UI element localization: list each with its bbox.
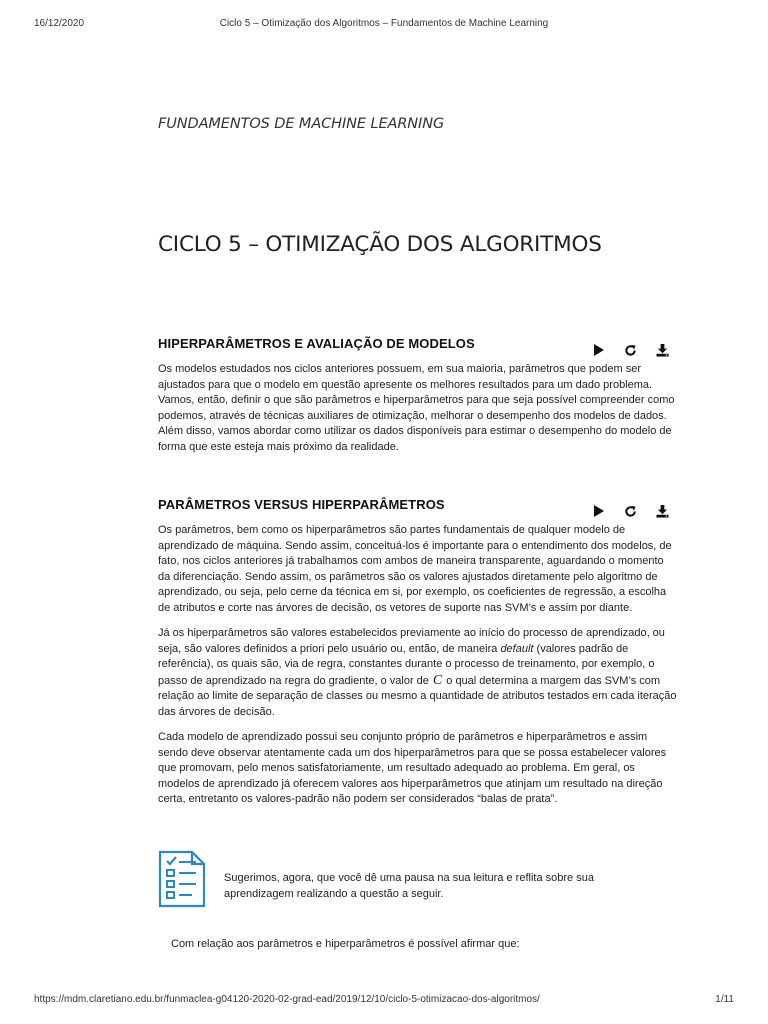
section-hiperparametros	[158, 336, 678, 465]
print-header	[0, 0, 768, 40]
cycle-title: CICLO 5 – OTIMIZAÇÃO DOS ALGORITMOS	[158, 232, 602, 258]
tip-text: Sugerimos, agora, que você dê uma pausa na sua leitura e reflita sobre sua aprendizagem realizando a questão a seguir.	[224, 872, 594, 900]
play-icon	[593, 505, 604, 517]
section-header	[158, 497, 678, 523]
print-url: https://mdm.claretiano.edu.br/funmaclea-g04120-2020-02-grad-ead/2019/12/10/ciclo-5-otimizacao-dos-algoritmos/	[34, 994, 540, 1005]
reload-icon	[624, 505, 637, 518]
section-title: PARÂMETROS VERSUS HIPERPARÂMETROS	[158, 497, 445, 512]
math-variable-c: C	[432, 672, 443, 688]
section-parametros-vs-hiperparametros	[158, 497, 678, 818]
text-run: o qual determina a margem das SVM’s com relação ao limite de separação de classes ou mesmo a quantidade de atributos testados em cada iteração das árvores de decisão.	[158, 674, 677, 718]
download-button[interactable]	[646, 340, 678, 360]
section-paragraph: Os parâmetros, bem como os hiperparâmetros são partes fundamentais de qualquer modelo de aprendizado de máquina. Sendo assim, conceituá-los é importante para o entendimento dos modelos, de fato, nos ciclos anteriores já trabalhamos com ambos de maneira transparente, aguardando o momento da diferenciação. Sendo assim, os parâmetros são os valores ajustados diretamente pelo algoritmo de aprendizado, ou seja, pelo cerne da técnica em si, por exemplo, os coeficientes de regressão, a escolha de atributos e corte nas árvores de decisão, os vetores de suporte nas SVM’s e assim por diante.	[158, 524, 672, 614]
print-footer	[0, 994, 768, 1014]
audio-controls	[582, 340, 678, 360]
play-button[interactable]	[582, 340, 614, 360]
text-run: (valores padrão de referência), os quais são, via de regra, constantes durante o processo de treinamento, por exemplo, o passo de aprendizado na regra do gradiente, o valor de	[158, 642, 655, 687]
play-button[interactable]	[582, 501, 614, 521]
play-icon	[593, 344, 604, 356]
reload-button[interactable]	[614, 340, 646, 360]
checklist-icon	[158, 850, 206, 908]
print-date: 16/12/2020	[34, 18, 85, 29]
section-header	[158, 336, 678, 362]
page-number: 1/11	[715, 994, 734, 1005]
section-paragraph: Cada modelo de aprendizado possui seu conjunto próprio de parâmetros e hiperparâmetros e assim sendo deve observar atentamente cada um dos hiperparâmetros para que se possa estabelecer valores que promovam, pelo menos satisfatoriamente, um resultado adequado ao problema. Em geral, os modelos de aprendizado já oferecem valores aos hiperparâmetros que atinjam um resultado na direção certa, entretanto os valores-padrão não podem ser considerados “balas de prata”.	[158, 731, 667, 805]
section-paragraph-hyperparams	[158, 626, 678, 720]
reload-button[interactable]	[614, 501, 646, 521]
print-page-title: Ciclo 5 – Otimização dos Algoritmos – Fundamentos de Machine Learning	[219, 18, 549, 29]
section-paragraph: Os modelos estudados nos ciclos anteriores possuem, em sua maioria, parâmetros que podem ser ajustados para que o modelo em questão apresente os melhores resultados para um dado problema. Vamos, então, definir o que são parâmetros e hiperparâmetros para que seja possível compreender como podemos, através de técnicas auxiliares de otimização, melhorar o desempenho dos modelos de dados. Além disso, vamos abordar como utilizar os dados disponíveis para estimar o desempenho do modelo de forma que este esteja mais próximo da realidade.	[158, 363, 675, 453]
download-icon	[656, 505, 669, 518]
reload-icon	[624, 344, 637, 357]
text-run: Já os hiperparâmetros são valores estabelecidos previamente ao início do processo de aprendizado, ou seja, são valores definidos a priori pelo usuário ou, então, de maneira	[158, 627, 665, 655]
reflection-tip	[158, 850, 678, 910]
emphasis-default: default	[500, 642, 534, 655]
section-title: HIPERPARÂMETROS E AVALIAÇÃO DE MODELOS	[158, 336, 475, 351]
course-title: FUNDAMENTOS DE MACHINE LEARNING	[158, 116, 445, 132]
download-button[interactable]	[646, 501, 678, 521]
download-icon	[656, 344, 669, 357]
question-prompt: Com relação aos parâmetros e hiperparâmetros é possível afirmar que:	[171, 938, 520, 950]
audio-controls	[582, 501, 678, 521]
